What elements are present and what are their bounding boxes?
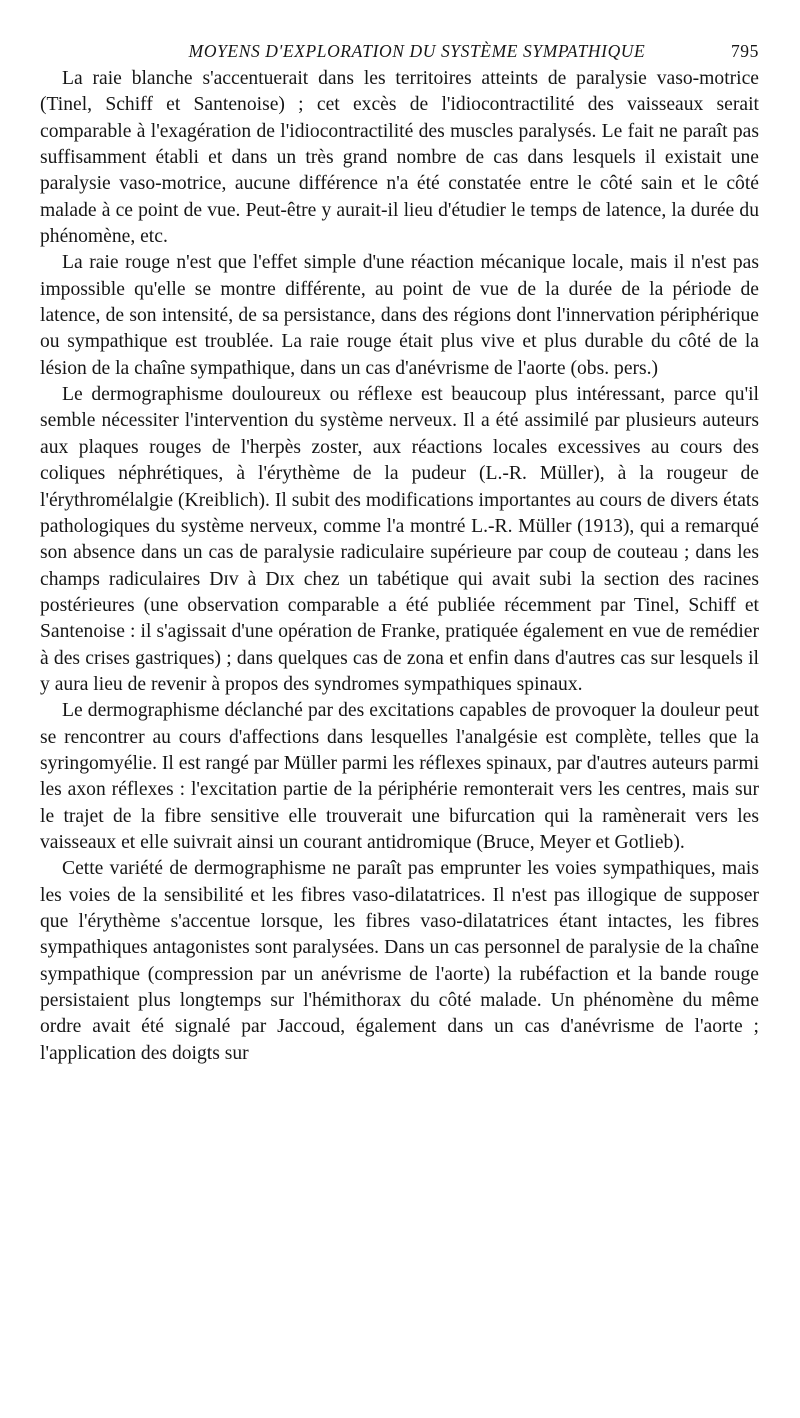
body-text [40,66,759,1067]
paragraph-raie-rouge: La raie rouge n'est que l'effet simple d'une réaction mécanique locale, mais il n'est pas impossible qu'elle se montre différente, au point de vue de la durée de la période de latence, de son intensité, de sa persistance, dans des régions dont l'innervation périphérique ou sympathique est troublée. La raie rouge était plus vive et plus durable du côté de la lésion de la chaîne sympathique, dans un cas d'anévrisme de l'aorte (obs. pers.) [40,252,759,379]
paragraph-raie-blanche: La raie blanche s'accentuerait dans les territoires atteints de paralysie vaso-motrice (Tinel, Schiff et Santenoise) ; cet excès de l'idiocontractilité des vaisseaux serait comparable à l'exagération de l'idiocontractilité des muscles paralysés. Le fait ne paraît pas suffisamment établi et dans un très grand nombre de cas dans lesquels il existait une paralysie vaso-motrice, aucune différence n'a été constatée entre le côté sain et le côté malade à ce point de vue. Peut-être y aurait-il lieu d'étudier le temps de latence, la durée du phénomène, etc. [40,68,759,248]
paragraph-dermographisme-douloureux: Le dermographisme douloureux ou réflexe est beaucoup plus intéressant, parce qu'il semble nécessiter l'intervention du système nerveux. Il a été assimilé par plusieurs auteurs aux plaques rouges de l'herpès zoster, aux réactions locales excessives au cours des coliques néphrétiques, à l'érythème de la pudeur (L.-R. Müller), à la rougeur de l'érythromélalgie (Kreiblich). Il subit des modifications importantes au cours de divers états pathologiques du système nerveux, comme l'a montré L.-R. Müller (1913), qui a remarqué son absence dans un cas de paralysie radiculaire supérieure par coup de couteau ; dans les champs radiculaires Dɪᴠ à Dɪx chez un tabétique qui avait subi la section des racines postérieures (une observation comparable a été publiée récemment par Tinel, Schiff et Santenoise : il s'agissait d'une opération de Franke, pratiquée également en vue de remédier à des crises gastriques) ; dans quelques cas de zona et enfin dans d'autres cas sur lesquels il y aura lieu de revenir à propos des syndromes sympathiques spinaux. [40,384,759,695]
running-head-title: MOYENS D'EXPLORATION DU SYSTÈME SYMPATHIQUE [188,41,646,61]
page-number: 795 [730,41,759,61]
paragraph-voies-sympathiques: Cette variété de dermographisme ne paraît pas emprunter les voies sympathiques, mais les voies de la sensibilité et les fibres vaso-dilatatrices. Il n'est pas illogique de supposer que l'érythème s'accentue lorsque, les fibres vaso-dilatatrices étant intactes, les fibres sympathiques antagonistes sont paralysées. Dans un cas personnel de paralysie de la chaîne sympathique (compression par un anévrisme de l'aorte) la rubéfaction et la bande rouge persistaient plus longtemps sur l'hémithorax du côté malade. Un phénomène du même ordre avait été signalé par Jaccoud, également dans un cas d'anévrisme de l'aorte ; l'application des doigts sur [40,858,759,1064]
running-head [40,36,759,66]
paragraph-dermographisme-declanche: Le dermographisme déclanché par des excitations capables de provoquer la douleur peut se rencontrer au cours d'affections dans lesquelles l'analgésie est complète, telles que la syringomyélie. Il est rangé par Müller parmi les réflexes spinaux, par d'autres auteurs parmi les axon réflexes : l'excitation partie de la périphérie remonterait vers les centres, mais sur le trajet de la fibre sensitive elle trouverait une bifurcation qui la ramènerait vers les vaisseaux et elle suivrait ainsi un courant antidromique (Bruce, Meyer et Gotlieb). [40,700,760,853]
